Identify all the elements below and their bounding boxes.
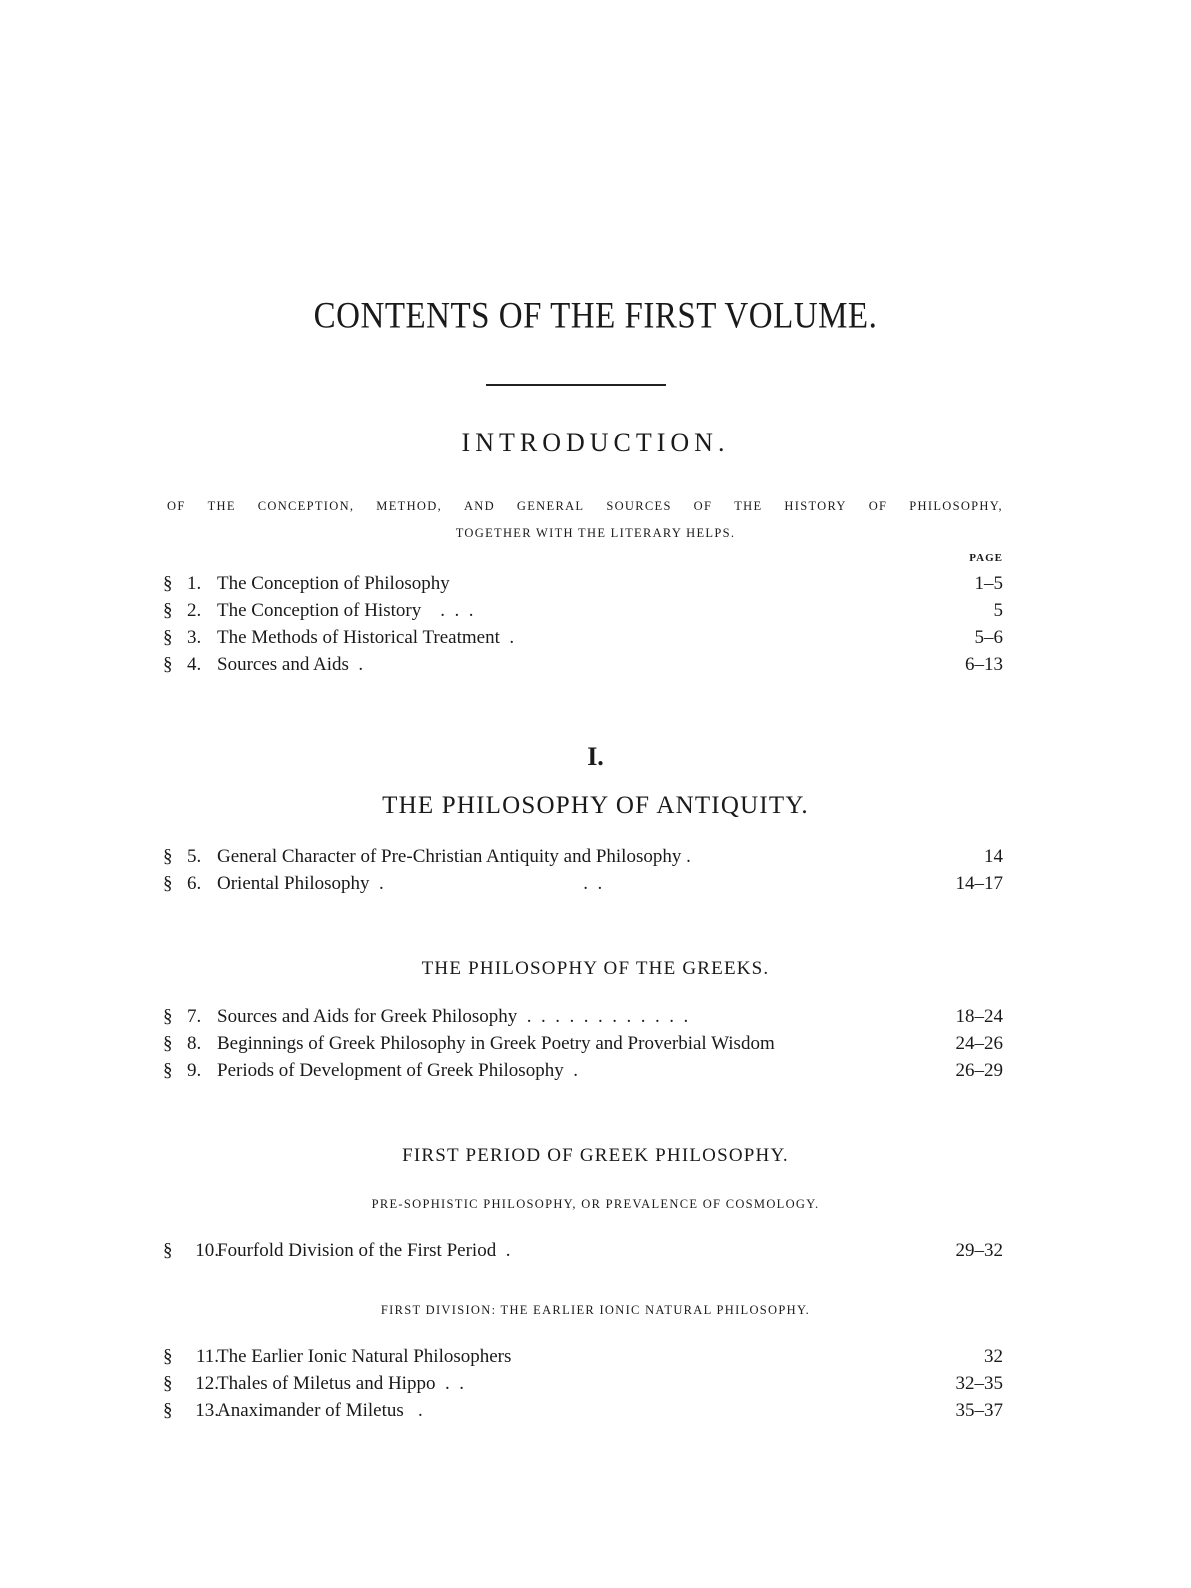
subtitle-word: THE: [207, 499, 236, 513]
subtitle-word: METHOD,: [376, 499, 442, 513]
entry-number: 13.: [195, 1400, 219, 1421]
section-sign: §: [163, 627, 173, 648]
section-sign: §: [163, 600, 173, 621]
introduction-subtitle-line2: TOGETHER WITH THE LITERARY HELPS.: [455, 526, 736, 540]
entry-pages: 24–26: [955, 1033, 1003, 1054]
toc-entry[interactable]: [163, 1371, 1003, 1397]
subtitle-word: OF: [868, 499, 888, 513]
entry-number: 11.: [195, 1346, 219, 1367]
entry-label: The Conception of Philosophy: [217, 573, 450, 594]
page-column-label: PAGE: [969, 552, 1003, 564]
subtitle-word: OF: [693, 499, 713, 513]
entry-number: 9.: [187, 1060, 202, 1081]
entry-label: The Methods of Historical Treatment .: [217, 627, 515, 648]
subtitle-word: GENERAL: [516, 499, 585, 513]
entry-number: 6.: [187, 873, 202, 894]
subtitle-word: SOURCES: [606, 499, 672, 513]
subtitle-word: OF: [167, 499, 186, 513]
entry-pages: 14–17: [955, 873, 1003, 894]
entry-label: Beginnings of Greek Philosophy in Greek Poetry and Proverbial Wisdom: [217, 1033, 775, 1054]
section-sign: §: [163, 573, 173, 594]
entry-number: 2.: [187, 600, 202, 621]
first-division-heading: FIRST DIVISION: THE EARLIER IONIC NATURAL PHILOSOPHY.: [380, 1303, 811, 1317]
introduction-heading: INTRODUCTION.: [461, 428, 730, 457]
entry-number: 5.: [187, 846, 202, 867]
entry-number: 3.: [187, 627, 202, 648]
entry-number: 10.: [195, 1240, 219, 1261]
entry-pages: 35–37: [955, 1400, 1003, 1421]
section-heading-first-period: FIRST PERIOD OF GREEK PHILOSOPHY.: [402, 1145, 789, 1166]
entry-number: 4.: [187, 654, 202, 675]
entry-pages: 6–13: [965, 654, 1003, 675]
section-sign: §: [163, 1006, 173, 1027]
section-heading-greeks: THE PHILOSOPHY OF THE GREEKS.: [421, 958, 770, 979]
section-sign: §: [163, 1033, 173, 1054]
subtitle-word: PHILOSOPHY,: [909, 499, 1003, 513]
entry-label: Thales of Miletus and Hippo . .: [217, 1373, 464, 1394]
entry-label: Fourfold Division of the First Period .: [217, 1240, 511, 1261]
entry-pages: 32: [984, 1346, 1003, 1367]
entry-pages: 29–32: [955, 1240, 1003, 1261]
entry-pages: 5: [993, 600, 1003, 621]
first-period-subheading: PRE-SOPHISTIC PHILOSOPHY, OR PREVALENCE OF COSMOLOGY.: [371, 1197, 820, 1211]
subtitle-word: HISTORY: [784, 499, 847, 513]
entry-label: Anaximander of Miletus .: [217, 1400, 423, 1421]
entry-pages: 14: [984, 846, 1003, 867]
entry-pages: 18–24: [955, 1006, 1003, 1027]
entry-label: Sources and Aids .: [217, 654, 364, 675]
section-sign: §: [163, 1060, 173, 1081]
entry-pages: 5–6: [974, 627, 1003, 648]
entry-label: Oriental Philosophy . . .: [217, 873, 603, 894]
entry-pages: 26–29: [955, 1060, 1003, 1081]
toc-entry[interactable]: [163, 1031, 1003, 1057]
toc-entry[interactable]: [163, 871, 1003, 897]
part-heading: THE PHILOSOPHY OF ANTIQUITY.: [382, 792, 809, 819]
section-sign: §: [163, 846, 173, 867]
entry-label: Sources and Aids for Greek Philosophy . . . . . . . . . . . .: [217, 1006, 689, 1027]
part-numeral: I.: [587, 742, 604, 771]
entry-number: 1.: [187, 573, 202, 594]
section-sign: §: [163, 1346, 173, 1367]
toc-entry[interactable]: [163, 1398, 1003, 1424]
introduction-subtitle-line1: [167, 499, 1003, 514]
toc-entry[interactable]: [163, 844, 1003, 870]
entry-label: General Character of Pre-Christian Antiquity and Philosophy .: [217, 846, 691, 867]
entry-pages: 32–35: [955, 1373, 1003, 1394]
section-sign: §: [163, 1400, 173, 1421]
entry-label: The Earlier Ionic Natural Philosophers: [217, 1346, 512, 1367]
toc-entry[interactable]: [163, 1004, 1003, 1030]
section-sign: §: [163, 654, 173, 675]
toc-entry[interactable]: [163, 1058, 1003, 1084]
toc-entry[interactable]: [163, 625, 1003, 651]
toc-entry[interactable]: [163, 652, 1003, 678]
page-title: CONTENTS OF THE FIRST VOLUME.: [313, 296, 878, 337]
subtitle-word: AND: [463, 499, 495, 513]
section-sign: §: [163, 1240, 173, 1261]
entry-label: The Conception of History . . .: [217, 600, 474, 621]
toc-entry[interactable]: [163, 571, 1003, 597]
toc-entry[interactable]: [163, 1238, 1003, 1264]
title-divider: [486, 384, 666, 386]
section-sign: §: [163, 1373, 173, 1394]
entry-number: 12.: [195, 1373, 219, 1394]
entry-label: Periods of Development of Greek Philosophy .: [217, 1060, 578, 1081]
subtitle-word: THE: [734, 499, 763, 513]
entry-number: 8.: [187, 1033, 202, 1054]
section-sign: §: [163, 873, 173, 894]
entry-number: 7.: [187, 1006, 202, 1027]
toc-entry[interactable]: [163, 1344, 1003, 1370]
toc-entry[interactable]: [163, 598, 1003, 624]
entry-pages: 1–5: [974, 573, 1003, 594]
subtitle-word: CONCEPTION,: [257, 499, 355, 513]
